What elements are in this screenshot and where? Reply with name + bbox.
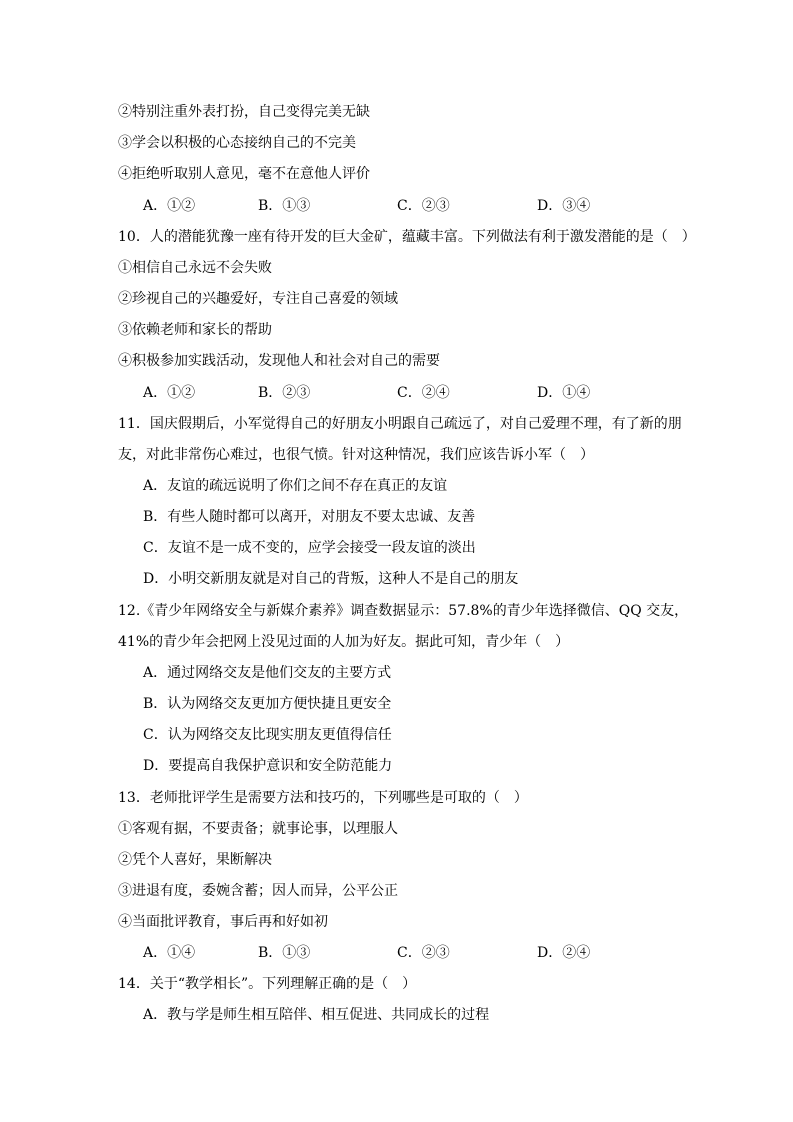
q10-option-a: A．①②: [143, 385, 196, 401]
q12-option-c: C．认为网络交友比现实朋友更值得信任: [143, 727, 392, 743]
q12-option-d: D．要提高自我保护意识和安全防范能力: [143, 758, 393, 774]
q13-stem: 13．老师批评学生是需要方法和技巧的，下列哪些是可取的（ ）: [118, 790, 528, 806]
q12-option-a: A．通过网络交友是他们交友的主要方式: [143, 665, 392, 681]
q9-option-d: D．③④: [537, 198, 591, 214]
q10-item-1: ①相信自己永远不会失败: [118, 260, 272, 276]
q11-stem-line-1: 11．国庆假期后，小军觉得自己的好朋友小明跟自己疏远了，对自己爱理不理，有了新的朋: [118, 416, 682, 432]
q9-options: [0, 196, 793, 216]
q9-item-4: ④拒绝听取别人意见，毫不在意他人评价: [118, 166, 370, 182]
q11-option-c: C．友谊不是一成不变的，应学会接受一段友谊的淡出: [143, 540, 476, 556]
q11-stem-line-2: 友，对此非常伤心难过，也很气愤。针对这种情况，我们应该告诉小军（ ）: [118, 447, 594, 463]
q12-option-b: B．认为网络交友更加方便快捷且更安全: [143, 696, 392, 712]
q10-item-2: ②珍视自己的兴趣爱好，专注自己喜爱的领域: [118, 291, 398, 307]
q12-stem-line-2: 41%的青少年会把网上没见过面的人加为好友。据此可知，青少年（ ）: [118, 634, 570, 650]
q13-option-c: C．②③: [397, 945, 450, 961]
q13-item-4: ④当面批评教育，事后再和好如初: [118, 914, 328, 930]
q14-option-a: A．教与学是师生相互陪伴、相互促进、共同成长的过程: [143, 1007, 490, 1023]
q13-item-3: ③进退有度，委婉含蓄；因人而异，公平公正: [118, 883, 398, 899]
q9-option-a: A．①②: [143, 198, 196, 214]
q13-option-b: B．①③: [258, 945, 311, 961]
q10-item-3: ③依赖老师和家长的帮助: [118, 322, 272, 338]
q13-item-1: ①客观有据，不要责备；就事论事，以理服人: [118, 821, 398, 837]
q10-options: [0, 383, 793, 403]
q13-options: [0, 943, 793, 963]
q13-item-2: ②凭个人喜好，果断解决: [118, 852, 272, 868]
q9-option-c: C．②③: [397, 198, 450, 214]
q9-option-b: B．①③: [258, 198, 311, 214]
q11-option-d: D．小明交新朋友就是对自己的背叛，这种人不是自己的朋友: [143, 571, 519, 587]
q13-option-d: D．②④: [537, 945, 591, 961]
q13-option-a: A．①④: [143, 945, 196, 961]
q10-option-b: B．②③: [258, 385, 311, 401]
q10-option-c: C．②④: [397, 385, 450, 401]
q12-stem-line-1: 12.《青少年网络安全与新媒介素养》调查数据显示：57.8%的青少年选择微信、QQ 交友，: [118, 603, 689, 619]
q9-item-3: ③学会以积极的心态接纳自己的不完美: [118, 135, 356, 151]
q9-item-2: ②特别注重外表打扮，自己变得完美无缺: [118, 104, 370, 120]
q11-option-b: B．有些人随时都可以离开，对朋友不要太忠诚、友善: [143, 509, 476, 525]
q10-stem: 10．人的潜能犹豫一座有待开发的巨大金矿，蕴藏丰富。下列做法有利于激发潜能的是（ ）: [118, 229, 696, 245]
q11-option-a: A．友谊的疏远说明了你们之间不存在真正的友谊: [143, 478, 448, 494]
q10-item-4: ④积极参加实践活动，发现他人和社会对自己的需要: [118, 353, 440, 369]
q10-option-d: D．①④: [537, 385, 591, 401]
q14-stem: 14．关于“教学相长”。下列理解正确的是（ ）: [118, 976, 417, 992]
